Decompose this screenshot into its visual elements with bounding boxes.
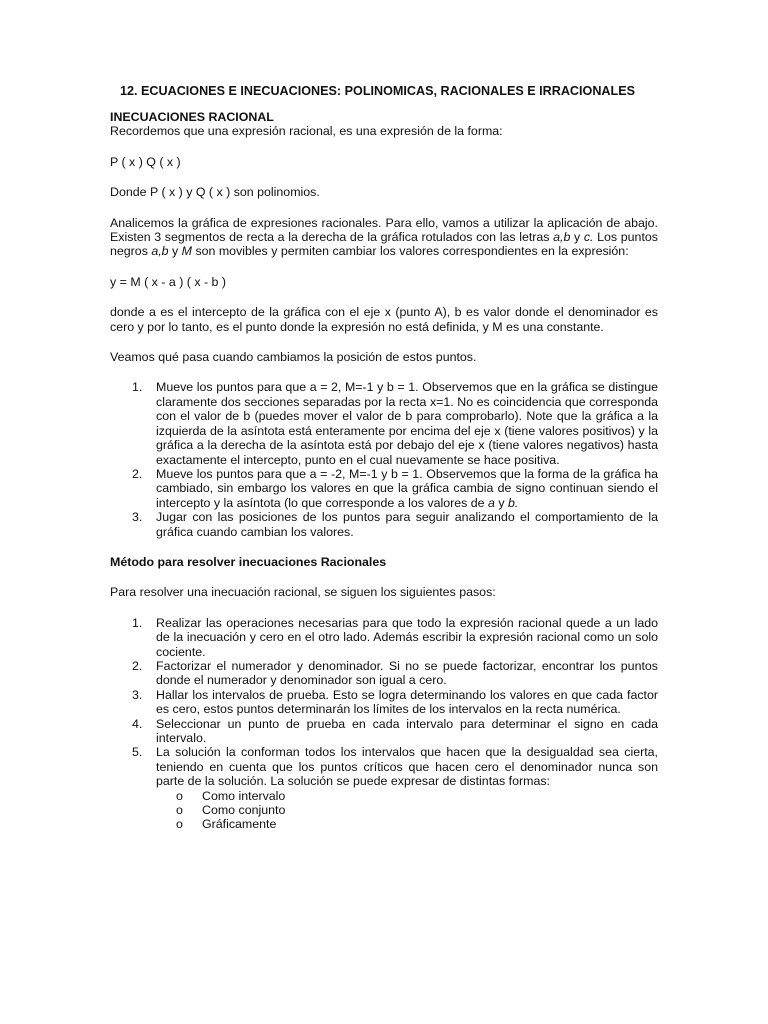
list-item xyxy=(110,659,658,688)
list-item-text: Realizar las operaciones necesarias para que todo la expresión racional quede a un lado de la inecuación y cero en el otro lado. Además escribir la expresión racional como un solo cociente. xyxy=(156,615,658,659)
list-italic-a: a xyxy=(488,495,495,510)
list-item-text: Gráficamente xyxy=(202,817,277,832)
circle-bullet-icon: o xyxy=(176,803,183,818)
analyze-text-5: son movibles y permiten cambiar los valores correspondientes en la expresión: xyxy=(192,244,629,259)
analyze-italic-ab: a,b xyxy=(553,230,571,245)
analyze-text-1: Analicemos la gráfica de expresiones racionales. Para ello, vamos a utilizar la aplicación de abajo. Existen 3 segmentos de recta a la derecha de la gráfica rotulados con las letras xyxy=(110,215,658,245)
polynomials-note: Donde P ( x ) y Q ( x ) son polinomios. xyxy=(110,185,320,200)
formula-rational: P ( x ) Q ( x ) xyxy=(110,154,181,169)
list-item xyxy=(110,717,658,746)
document-body xyxy=(110,110,658,832)
list-number: 1. xyxy=(132,380,143,395)
section-heading-metodo: Método para resolver inecuaciones Racionales xyxy=(110,554,387,569)
list-number: 4. xyxy=(132,716,143,731)
list-item-text-mid: y xyxy=(494,495,508,510)
list-item xyxy=(110,789,658,803)
list-item-text: Mueve los puntos para que a = 2, M=-1 y b = 1. Observemos que en la gráfica se distingue claramente dos secciones separadas por la recta x=1. No es coincidencia que corresponda con el valor de b (puedes mover el valor de b para comprobarlo). Note que la gráfica a la izquierda de la asíntota está enteramente por encima del eje x (tiene valores positivos) y la gráfica a la derecha de la asíntota está por debajo del eje x (tiene valores negativos) hasta exactamente el intercepto, punto en el cual nuevamente se hace positiva. xyxy=(156,380,658,467)
list-number: 5. xyxy=(132,745,143,760)
intro-paragraph: Recordemos que una expresión racional, es una expresión de la forma: xyxy=(110,124,503,139)
list-number: 2. xyxy=(132,658,143,673)
list-item xyxy=(110,817,658,831)
formula-y: y = M ( x - a ) ( x - b ) xyxy=(110,274,226,289)
list-item xyxy=(110,616,658,659)
list-item xyxy=(110,467,658,510)
list-number: 3. xyxy=(132,687,143,702)
list-item-text: Seleccionar un punto de prueba en cada intervalo para determinar el signo en cada intervalo. xyxy=(156,716,658,745)
circle-bullet-icon: o xyxy=(176,817,183,832)
list-number: 1. xyxy=(132,615,143,630)
steps-list xyxy=(110,616,658,789)
page-title: 12. ECUACIONES E INECUACIONES: POLINOMICAS, RACIONALES E IRRACIONALES xyxy=(120,84,635,98)
list-item-text: Factorizar el numerador y denominador. Si no se puede factorizar, encontrar los puntos donde el numerador y denominador son igual a cero. xyxy=(156,658,658,688)
analyze-italic-ab-2: a,b xyxy=(151,244,169,259)
analyze-italic-c: c. xyxy=(583,230,594,245)
list-item-text: La solución la conforman todos los intervalos que hacen que la desigualdad sea cierta, teniendo en cuenta que los puntos críticos que hacen cero el denominador nunca son parte de la solución. La solución se puede expresar de distintas formas: xyxy=(156,745,658,789)
solution-forms-list xyxy=(110,789,658,832)
analyze-italic-m: M xyxy=(181,244,192,259)
list-number: 2. xyxy=(132,466,143,481)
steps-intro: Para resolver una inecuación racional, se siguen los siguientes pasos: xyxy=(110,585,496,600)
list-item xyxy=(110,803,658,817)
list-item xyxy=(110,745,658,788)
list-item xyxy=(110,380,658,466)
analyze-text-3: Los puntos negros xyxy=(110,230,658,259)
list-item-text: Mueve los puntos para que a = -2, M=-1 y b = 1. Observemos que la forma de la gráfica ha cambiado, sin embargo los valores en que la gráfica cambia de signo continuan siendo el intercepto y la asíntota (lo que corresponde a los valores de xyxy=(156,466,658,510)
list-item-text: Jugar con las posiciones de los puntos para seguir analizando el comportamiento de la gráfica cuando cambian los valores. xyxy=(156,510,658,539)
list-number: 3. xyxy=(132,510,143,525)
list-italic-b: b. xyxy=(508,495,519,510)
section-heading-inecuaciones: INECUACIONES RACIONAL xyxy=(110,110,274,124)
see-paragraph: Veamos qué pasa cuando cambiamos la posición de estos puntos. xyxy=(110,350,477,365)
list-item xyxy=(110,688,658,717)
list-item-text: Como intervalo xyxy=(202,788,286,803)
list-item xyxy=(110,510,658,539)
exploration-list xyxy=(110,380,658,538)
analyze-text-4: y xyxy=(168,244,182,259)
list-item-text: Como conjunto xyxy=(202,803,286,818)
list-item-text: Hallar los intervalos de prueba. Esto se logra determinando los valores en que cada factor es cero, estos puntos determinarán los límites de los intervalos en la recta numérica. xyxy=(156,687,658,717)
explain-paragraph: donde a es el intercepto de la gráfica con el eje x (punto A), b es valor donde el denominador es cero y por lo tanto, es el punto donde la expresión no está definida, y M es una constante. xyxy=(110,305,658,334)
analyze-paragraph xyxy=(110,216,658,259)
analyze-text-2: y xyxy=(570,230,584,245)
circle-bullet-icon: o xyxy=(176,788,183,803)
